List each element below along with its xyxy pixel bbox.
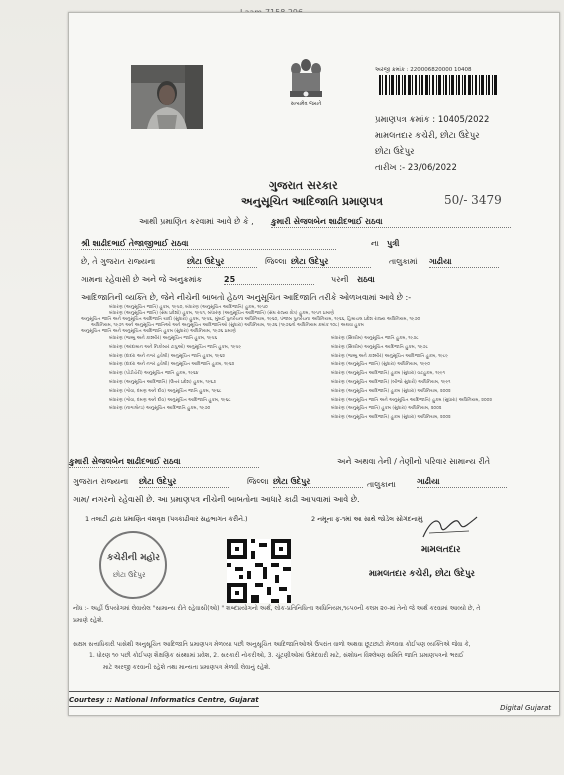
applicant-name-2: કુમારી સેજલબેન શાઢીદભાઈ રાઠવા: [69, 457, 259, 468]
order-line: બંધારણ (નાગાલેન્ડ) અનુસૂચિત આદિજાતિ હુકમ, ૧૯૭૦: [109, 406, 211, 412]
certify-text: આથી પ્રમાણિત કરવામાં આવે છે કે ,: [139, 217, 254, 226]
basis-1: 1 તલાટી દ્વારા પ્રમાણિત વંશવૃક્ષ (પત્રકાઢીવાર સહભાગત કરીને.): [85, 515, 248, 523]
certificate-page: [68, 12, 560, 716]
order-line: બંધારણ (અનુસૂચિત જાતિ) (સુધારા) અધિનિયમ, ૧૯૯૦: [331, 362, 430, 368]
qr-code: [227, 539, 291, 603]
gujarat-state: ગુજરાત રાજ્યના: [73, 477, 129, 486]
order-line: બંધારણ (અનુસૂચિત આદિજાતિ) હુકમ (સુધારા) અધિનિયમ, ૨૦૦૨: [331, 415, 451, 421]
district4-value: છોટા ઉદેપુર: [273, 477, 363, 488]
order-line: બંધારણ (ગોવા, દમણ અને દીવ) અનુસૂચિત આદિજાતિ હુકમ, ૧૯૬૮: [109, 397, 231, 403]
order-line: બંધારણ (પોંડીચેરી) અનુસૂચિત જાતિ હુકમ, ૧૯૬૪: [109, 371, 199, 377]
order-line: બંધારણ (અનુસૂચિત જાતિ) (સંઘ પ્રદેશો) હુકમ, ૧૯૫૧, બંધારણ (અનુસૂચિત આદિજાતિ) (સંઘ રાજ્ય ક્ષેત્ર) હુકમ, ૧૯૫૧ પ્રમાણે: [109, 311, 334, 316]
orders-list-right: [331, 335, 551, 423]
order-line: બંધારણ (દાદરા અને નગર હવેલી) અનુસૂચિત જાતિ હુકમ, ૧૯૬૨: [109, 353, 225, 359]
order-line: બંધારણ (સિક્કીમ) અનુસૂચિત જાતિ હુકમ, ૧૯૭૮: [331, 336, 419, 341]
national-emblem-icon: [284, 55, 328, 113]
serial-value: 25: [224, 275, 314, 285]
handwritten-number: 50/- 3479: [444, 193, 502, 207]
note-1: નોંધ :- અહીં ઉપયોગમાં લેવાયેલ "સામાન્ય રીતે રહેવાસી(ઓ) " શબ્દપ્રયોગનો અર્થ, લોક-પ્રતિનિધિત્વ અધિનિયમ,૧૯૫૦ની કલમ ૨૦-માં તેનો જે અર્થ કરવામાં આવ્યો છે, તે: [73, 605, 481, 612]
order-line: બંધારણ (આંદામાન અને નિકોબાર ટાપુઓ) અનુસૂચિત જાતિ હુકમ, ૧૯૫૯: [109, 344, 242, 350]
basis-2: 2 નમૂના ફ-૧માં આ સાથે જોડેલ સોગંદનામું: [311, 515, 423, 523]
note-2: સક્ષમ સત્તાધિકારી પાસેથી અનુસૂચિત આદિજાતિ પ્રમાણપત્ર મેળવ્યા પછી અનુસૂચિત આદિજાતિઓએ ઉપરાંત વાળો અથવા છૂટછાટો મેળવવા કોઈપણ વ્યક્તિએ જેવા કે,: [73, 641, 471, 648]
order-line: બંધારણ (અનુસૂચિત આદિજાતિ) (ઉત્તર પ્રદેશ) હુકમ, ૧૯૬૭: [109, 379, 217, 385]
district3-value: છોટા ઉદેપુર: [139, 477, 229, 488]
barcode-number: અરજી ક્રમાંક : 220006820000 10408: [375, 67, 472, 73]
footer: [69, 691, 559, 716]
order-line: અનુસૂચિત જાતિ અને અનુસૂચિત આદિજાતિ યાદી (સુધારા) હુકમ, ૧૯૫૬, મુંબઈ પુનર્રચના અધિનિયમ, ૧૯૬૦, પંજાબ પુનર્રચના અધિનિયમ, ૧૯૬૬, હિમાચલ પ્રદેશ રાજ્ય અધિનિયમ, ૧૯૭૦: [81, 317, 421, 322]
signer-office: મામલતદાર કચેરી, છોટા ઉદેપુર: [369, 569, 475, 579]
order-line: અનુસૂચિત જાતિ અને અનુસૂચિત આદિજાતિ હુકમ (સુધારા) અધિનિયમ, ૧૯૭૬ પ્રમાણે: [81, 329, 236, 334]
order-line: બંધારણ (સિક્કીમ) અનુસૂચિત આદિજાતિ હુકમ, ૧૯૭૮: [331, 344, 429, 350]
applicant-photo: [131, 65, 203, 129]
issue-date-label: તારીખ :-: [375, 163, 406, 173]
office-line-1: મામલતદાર કચેરી, છોટા ઉદેપુર: [375, 131, 480, 141]
order-line: બંધારણ (અનુસૂચિત જાતિ) હુકમ, ૧૯૫૦, બંધારણ (અનુસૂચિત આદિજાતિ) હુકમ, ૧૯૫૦: [109, 305, 268, 310]
top-scribble: [240, 0, 390, 12]
office-line-2: છોટા ઉદેપુર: [375, 147, 415, 157]
relation-label: ના: [371, 239, 379, 248]
government-title: ગુજરાત સરકાર: [269, 179, 338, 192]
order-line: અધિનિયમ, ૧૯૭૧ અને અનુસૂચિત જાતિઓ અને અનુસૂચિત આદિજાતિઓ (સુધારા) અધિનિયમ, ૧૯૭૬ (૧૯૭૬નો અધિનિયમ ક્રમાંક ૧૦૮) અથવા હુકમ: [91, 323, 364, 328]
father-name: શ્રી શાઢીદભાઈ તેજાજીભાઈ રાઠવા: [81, 239, 336, 250]
note-3: 1. ધોરણ ૧૦ પછી કોઈપણ શૈક્ષણિક સંસ્થામાં પ્રવેશ, 2. સરકારી નોકરીઓ, 3. ચૂંટણીઓમાં ઉમેદવારી માટે, સંશોધન વિશ્લેષણ સમિતિ જાતિ પ્રમાણપત્રનો ભરાઈ: [89, 652, 464, 659]
taluka2-label: તાલુકાના: [367, 480, 396, 489]
order-line: બંધારણ (અનુસૂચિત આદિજાતિ) હુકમ (સુધારા) અધિનિયમ, ૨૦૦૨: [331, 388, 451, 394]
order-line: બંધારણ (અનુસૂચિત જાતિ અને અનુસૂચિત આદિજાતિ) હુકમ (સુધારા) અધિનિયમ, ૨૦૦૨: [331, 397, 492, 403]
order-line: બંધારણ (જમ્મુ અને કાશ્મીર) અનુસૂચિત આદિજાતિ હુકમ, ૧૯૮૯: [331, 353, 449, 359]
state-text: છે, તે ગુજરાત રાજ્યના: [81, 257, 156, 266]
order-line: બંધારણ (જમ્મુ અને કાશ્મીર) અનુસૂચિત જાતિ હુકમ, ૧૯૫૬: [109, 336, 218, 341]
issue-date-value: 23/06/2022: [407, 163, 457, 173]
order-line: બંધારણ (અનુસૂચિત આદિજાતિ) હુકમ (સુધારા) વટહુકમ, ૧૯૯૧: [331, 371, 446, 377]
issue-date: [375, 163, 457, 173]
certificate-title: અનુસૂચિત આદિજાતિ પ્રમાણપત્ર: [241, 195, 384, 208]
office-seal: [99, 531, 167, 599]
cert-number-value: 10405/2022: [437, 115, 490, 125]
footer-digital-gujarat: Digital Gujarat: [500, 704, 551, 712]
signature: [419, 513, 479, 543]
signer-title: મામલતદાર: [421, 545, 461, 555]
resident-text: ગામ/ નગરનો રહેવાસી છે. આ પ્રમાણપત્ર નીચેની બાબતોના આધારે કાઢી આપવામાં આવે છે.: [73, 495, 360, 504]
emblem-caption: સત્યમેવ જયતે: [290, 101, 322, 107]
order-line: બંધારણ (ગોવા, દમણ અને દીવ) અનુસૂચિત જાતિ હુકમ, ૧૯૬૮: [109, 388, 222, 394]
district3-label: જિલ્લા: [247, 477, 269, 486]
seal-text-top: કચેરીની મહોર: [107, 553, 160, 563]
family-text: અને અથવા તેની / તેણીનો પરિવાર સામાન્ય રીતે: [337, 457, 491, 466]
tribe-value: રાઠવા: [357, 275, 375, 284]
barcode: [379, 75, 499, 95]
relation-value: પુત્રી: [387, 239, 400, 248]
orders-list-full: [81, 305, 551, 335]
taluka2-value: ગાઢીયા: [417, 477, 507, 488]
taluka-label: તાલુકામાં: [389, 257, 418, 266]
applicant-name: કુમારી સેજલબેન શાઢીદભાઈ રાઠવા: [271, 217, 511, 228]
order-line: બંધારણ (દાદરા અને નગર હવેલી) અનુસૂચિત આદિજાતિ હુકમ, ૧૯૬૨: [109, 362, 235, 368]
cert-number: [375, 115, 489, 125]
note-1b: પ્રમાણે રહેશે.: [73, 617, 104, 624]
district2-value: છોટા ઉદેપુર: [291, 257, 371, 268]
seal-text-bottom: છોટા ઉદેપુર: [113, 571, 146, 579]
cert-number-label: પ્રમાણપત્ર ક્રમાંક :: [375, 115, 436, 125]
note-4: માટે અરજી કરવાની રહેશે તથા માન્યતા પ્રમાણપત્ર મેળવી લેવાનું રહેશે.: [103, 664, 271, 671]
taluka-value: ગાઢીયા: [429, 257, 499, 268]
tribe-statement: આદિજાતિની વ્યક્તિ છે, જેને નીચેની બાબતો હેઠળ અનુસૂચિત આદિજાતિ તરીકે ઓળખવામાં આવે છે :-: [81, 293, 412, 302]
footer-courtesy: Courtesy :: National Informatics Centre, Gujarat: [69, 696, 259, 707]
order-line: બંધારણ (અનુસૂચિત આદિજાતિ) (બીજો સુધારો) અધિનિયમ, ૧૯૯૧: [331, 379, 451, 385]
village-text: ગામના રહેવાસી છે અને જે અનુક્રમાંક: [81, 275, 203, 284]
district-value: છોટા ઉદેપુર: [187, 257, 257, 268]
para-label: પરની: [331, 275, 349, 284]
orders-list-left: [109, 335, 309, 414]
order-line: બંધારણ (અનુસૂચિત જાતિ) હુકમ (સુધારા) અધિનિયમ, ૨૦૦૨: [331, 406, 442, 412]
district-label: જિલ્લા: [265, 257, 287, 266]
